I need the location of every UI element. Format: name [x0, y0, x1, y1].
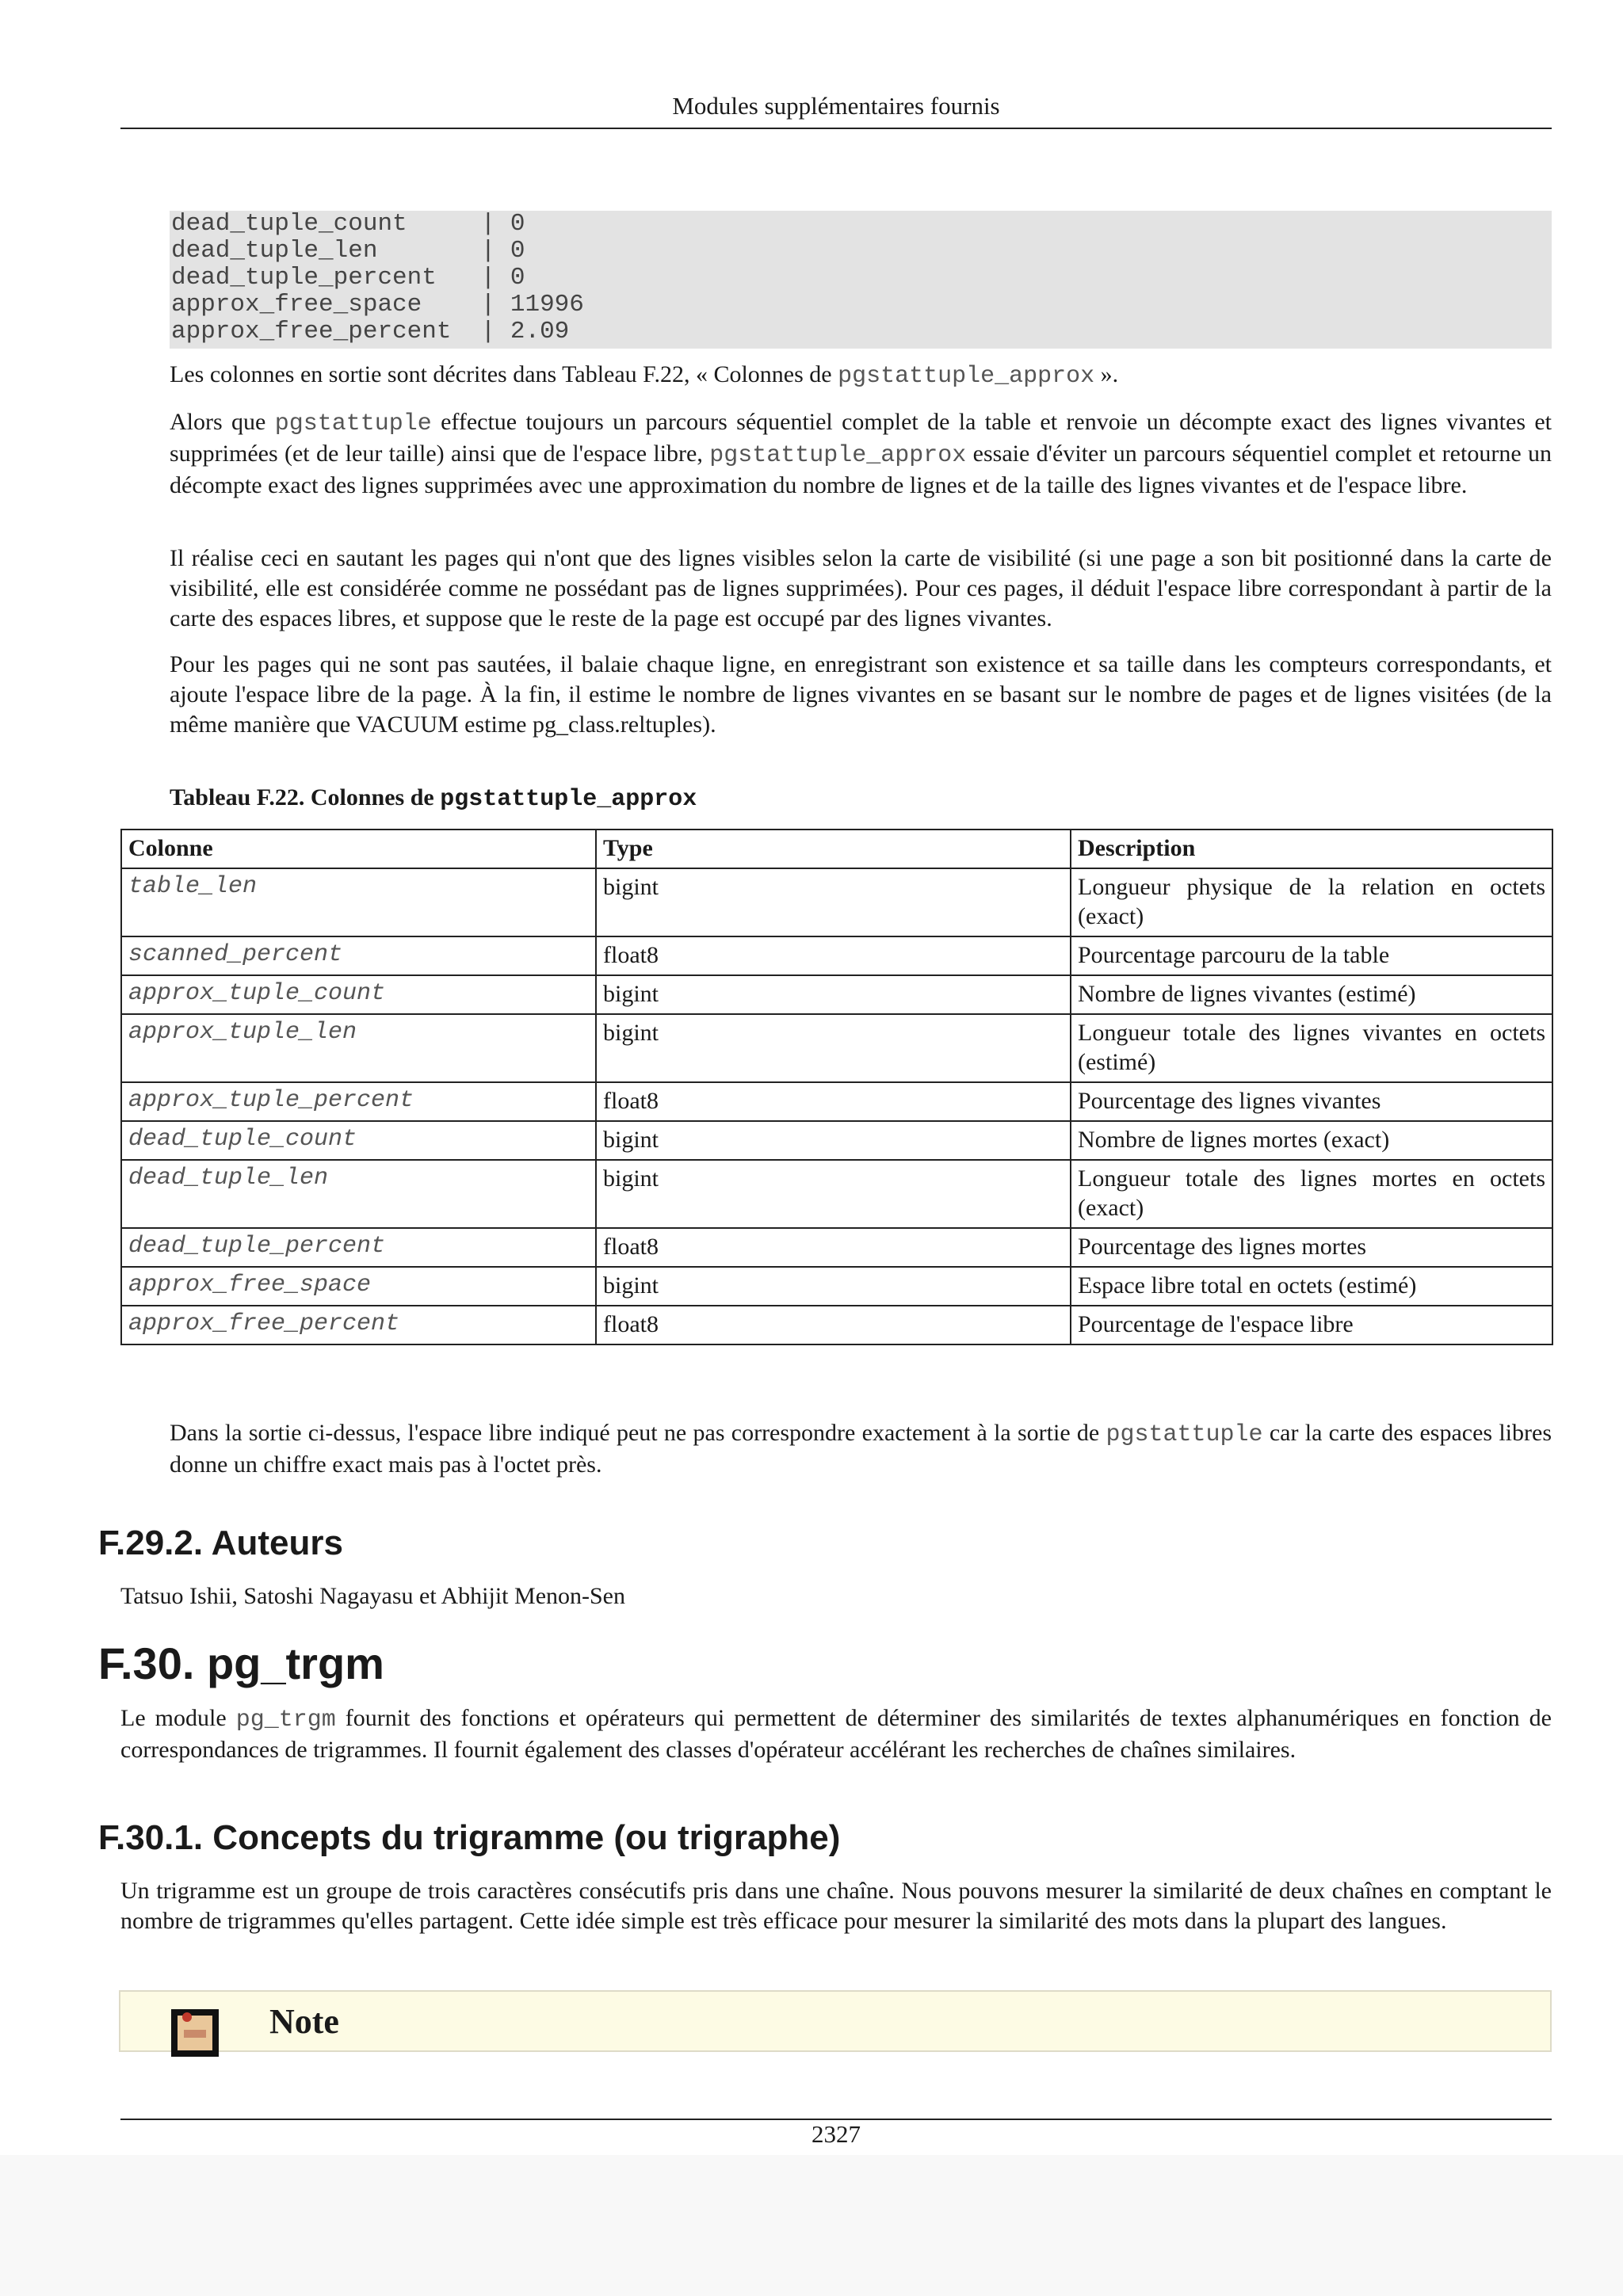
note-admonition [119, 1990, 1552, 2052]
page-number: 2327 [812, 2120, 861, 2148]
column-name-cell: table_len [121, 868, 596, 936]
table-row [121, 1014, 1552, 1082]
description-cell: Longueur totale des lignes mortes en octets (exact) [1071, 1160, 1552, 1228]
description-cell: Espace libre total en octets (estimé) [1071, 1267, 1552, 1306]
type-cell: bigint [596, 1267, 1071, 1306]
type-cell: bigint [596, 975, 1071, 1014]
note-icon-paper [178, 2016, 212, 2050]
column-name-cell: approx_free_space [121, 1267, 596, 1306]
text: Tableau F.22. Colonnes de [170, 784, 441, 810]
section-heading-concepts: F.30.1. Concepts du trigramme (ou trigraphe) [98, 1818, 841, 1857]
description-cell: Pourcentage des lignes vivantes [1071, 1082, 1552, 1121]
concepts-paragraph: Un trigramme est un groupe de trois caractères consécutifs pris dans une chaîne. Nous pouvons mesurer la similarité de deux chaînes en comptant le nombre de trigrammes qu'elles partagent. Cette idée simple est très efficace pour mesurer la similarité des mots dans la plupart des langues. [120, 1878, 1552, 1934]
column-name-cell: dead_tuple_len [121, 1160, 596, 1228]
page-bottom-margin [0, 2155, 1623, 2296]
table-title [170, 783, 697, 814]
header-rule [120, 128, 1552, 129]
description-cell: Pourcentage de l'espace libre [1071, 1306, 1552, 1344]
text: ». [1094, 361, 1119, 387]
type-cell: bigint [596, 1121, 1071, 1160]
column-name-cell: approx_tuple_len [121, 1014, 596, 1082]
table-row [121, 1160, 1552, 1228]
scan-paragraph: Pour les pages qui ne sont pas sautées, il balaie chaque ligne, en enregistrant son existence et sa taille dans les compteurs correspondants, et ajoute l'espace libre de la page. À la fin, il estime le nombre de lignes vivantes en se basant sur le nombre de pages et de lignes visitées (de la même manière que VACUUM estime pg_class.reltuples). [170, 651, 1552, 738]
text: effectue toujours un parcours séquentiel complet de la table et renvoie un décompte exact des lignes vivantes et supprimées (et de leur taille) ainsi que de l'espace libre, [170, 409, 1552, 467]
type-cell: bigint [596, 1014, 1071, 1082]
inline-code: pgstattuple_approx [709, 442, 967, 469]
column-name-cell: dead_tuple_percent [121, 1228, 596, 1267]
visibility-map-paragraph: Il réalise ceci en sautant les pages qui n'ont que des lignes visibles selon la carte de visibilité (si une page a son bit positionné dans la carte de visibilité, elle est considérée comme ne possédant pas de lignes supprimées). Pour ces pages, il déduit l'espace libre correspondant à partir de la carte des espaces libres, et suppose que le reste de la page est occupé par des lignes vivantes. [170, 545, 1552, 631]
code-line: dead_tuple_len | 0 [171, 237, 525, 265]
column-header: Type [596, 830, 1071, 868]
text: Le module [120, 1705, 236, 1731]
type-cell: float8 [596, 1082, 1071, 1121]
inline-code: pgstattuple [274, 410, 432, 437]
column-name-cell: approx_free_percent [121, 1306, 596, 1344]
note-title: Note [269, 2002, 339, 2041]
comparison-paragraph [170, 407, 1552, 501]
section-heading-authors: F.29.2. Auteurs [98, 1524, 343, 1562]
column-header: Description [1071, 830, 1552, 868]
code-line: dead_tuple_percent | 0 [171, 264, 525, 292]
type-cell: float8 [596, 936, 1071, 975]
text: fournit des fonctions et opérateurs qui permettent de déterminer des similarités de textes alphanumériques en fonction de correspondances de trigrammes. Il fournit également des classes d'opérateur accélérant les recherches de chaînes similaires. [120, 1705, 1552, 1763]
text: car la carte des espaces libres donne un chiffre exact mais pas à l'octet près. [170, 1420, 1552, 1478]
type-cell: bigint [596, 868, 1071, 936]
pg-trgm-intro-paragraph [120, 1703, 1552, 1765]
description-cell: Longueur totale des lignes vivantes en octets (estimé) [1071, 1014, 1552, 1082]
columns-table [120, 829, 1553, 1345]
columns-reference-paragraph [170, 360, 1552, 391]
table-row [121, 1121, 1552, 1160]
table-row [121, 1267, 1552, 1306]
text: essaie d'éviter un parcours séquentiel complet et retourne un décompte exact des lignes supprimées avec une approximation du nombre de lignes et de la taille des lignes vivantes et de l'espace libre. [170, 441, 1552, 498]
table-header-row [121, 830, 1552, 868]
column-name-cell: dead_tuple_count [121, 1121, 596, 1160]
chapter-heading-pg-trgm: F.30. pg_trgm [98, 1638, 384, 1688]
description-cell: Nombre de lignes mortes (exact) [1071, 1121, 1552, 1160]
free-space-note-paragraph [170, 1418, 1552, 1480]
type-cell: float8 [596, 1306, 1071, 1344]
column-name-cell: approx_tuple_count [121, 975, 596, 1014]
note-icon [171, 2009, 219, 2057]
table-row [121, 1306, 1552, 1344]
type-cell: bigint [596, 1160, 1071, 1228]
code-line: approx_free_percent | 2.09 [171, 318, 570, 345]
text: Dans la sortie ci-dessus, l'espace libre indiqué peut ne pas correspondre exactement à la sortie de [170, 1420, 1106, 1446]
code-block [170, 211, 1552, 349]
code-line: approx_free_space | 11996 [171, 291, 584, 318]
inline-code: pg_trgm [235, 1707, 336, 1733]
code-line: dead_tuple_count | 0 [171, 210, 525, 238]
inline-code: pgstattuple_approx [440, 786, 697, 813]
column-name-cell: approx_tuple_percent [121, 1082, 596, 1121]
table-row [121, 1228, 1552, 1267]
text: Les colonnes en sortie sont décrites dans Tableau F.22, « Colonnes de [170, 361, 838, 387]
type-cell: float8 [596, 1228, 1071, 1267]
column-name-cell: scanned_percent [121, 936, 596, 975]
table-row [121, 936, 1552, 975]
inline-code: pgstattuple [1106, 1421, 1263, 1448]
description-cell: Nombre de lignes vivantes (estimé) [1071, 975, 1552, 1014]
running-header: Modules supplémentaires fournis [672, 92, 1000, 120]
text: Alors que [170, 409, 275, 435]
column-header: Colonne [121, 830, 596, 868]
table-row [121, 868, 1552, 936]
table-row [121, 1082, 1552, 1121]
description-cell: Longueur physique de la relation en octets (exact) [1071, 868, 1552, 936]
inline-code: pgstattuple_approx [838, 363, 1095, 390]
description-cell: Pourcentage parcouru de la table [1071, 936, 1552, 975]
table-row [121, 975, 1552, 1014]
authors-text: Tatsuo Ishii, Satoshi Nagayasu et Abhijit Menon-Sen [120, 1583, 626, 1609]
description-cell: Pourcentage des lignes mortes [1071, 1228, 1552, 1267]
